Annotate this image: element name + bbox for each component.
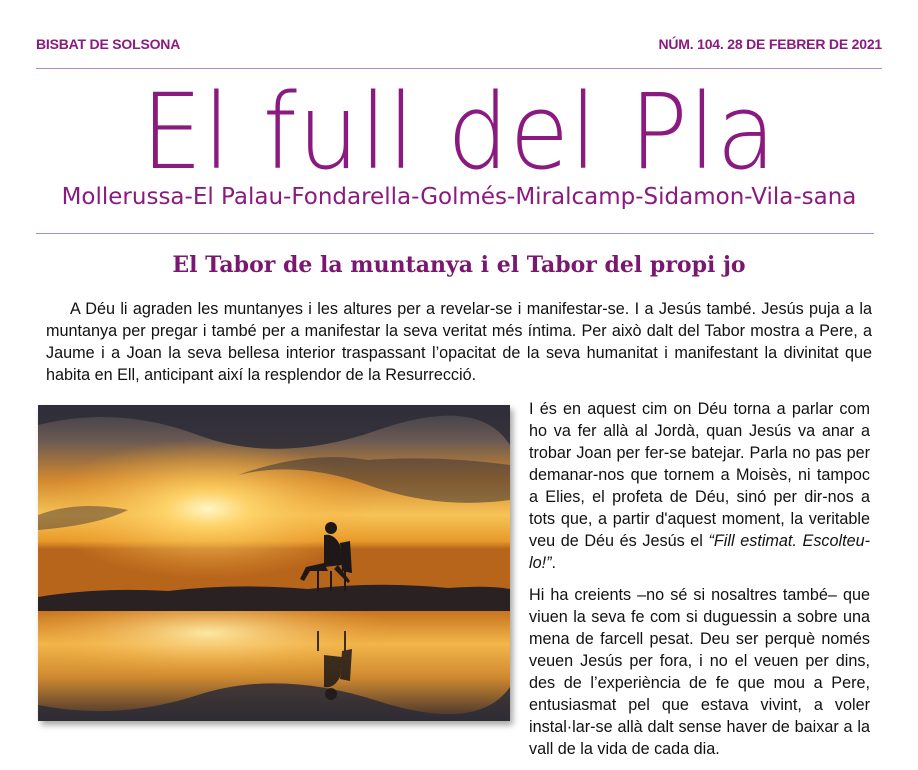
sunset-photo bbox=[38, 405, 510, 721]
paragraph-2-text: I és en aquest cim on Déu torna a parlar com ho va fer allà al Jordà, quan Jesús va anar a trobar Joan per fer-se batejar. Parla no pas per demanar-nos que tornem a Moisès, ni tampoc a Elies, el profeta de Déu, sinó per dir-nos a tots que, a partir d'aquest moment, la veritable veu de Déu és Jesús el bbox=[529, 400, 870, 550]
publisher-label: BISBAT DE SOLSONA bbox=[36, 36, 181, 52]
article-title: El Tabor de la muntanya i el Tabor del propi jo bbox=[172, 252, 746, 278]
paragraph-3: Hi ha creients –no sé si nosaltres també– que viuen la seva fe com si duguessin a sobre una mena de farcell pesat. Deu ser perquè només veuen Jesús per fora, i no el veuen per dins, des de l’experiència de fe que mou a Pere, entusiasmat pel que estava vivint, a voler instal·lar-se allà dalt sense haver de baixar a la vall de la vida de cada dia. bbox=[529, 586, 870, 758]
masthead-divider bbox=[36, 233, 874, 234]
article-column bbox=[529, 398, 870, 770]
paragraph-2-quote: “Fill estimat. Escolteu-lo!” bbox=[529, 532, 870, 572]
top-header bbox=[36, 36, 882, 56]
header-divider bbox=[36, 68, 882, 69]
masthead-towns: Mollerussa-El Palau-Fondarella-Golmés-Miralcamp-Sidamon-Vila-sana bbox=[61, 184, 857, 210]
paragraph-2-end: . bbox=[551, 554, 556, 572]
paragraph-2 bbox=[529, 398, 870, 574]
article-intro: A Déu li agraden les muntanyes i les altures per a revelar-se i manifestar-se. I a Jesús també. Jesús puja a la muntanya per pregar i també per a manifestar la seva veritat més íntima. Per això dalt del Tabor mostra a Pere, a Jaume i a Joan la seva bellesa interior traspassant l’opacitat de la seva humanitat i manifestant la divinitat que habita en Ell, anticipant així la resplendor de la Resurrecció. bbox=[46, 300, 872, 384]
issue-label: NÚM. 104. 28 DE FEBRER DE 2021 bbox=[658, 36, 882, 52]
masthead-title: El full del Pla bbox=[141, 71, 777, 193]
